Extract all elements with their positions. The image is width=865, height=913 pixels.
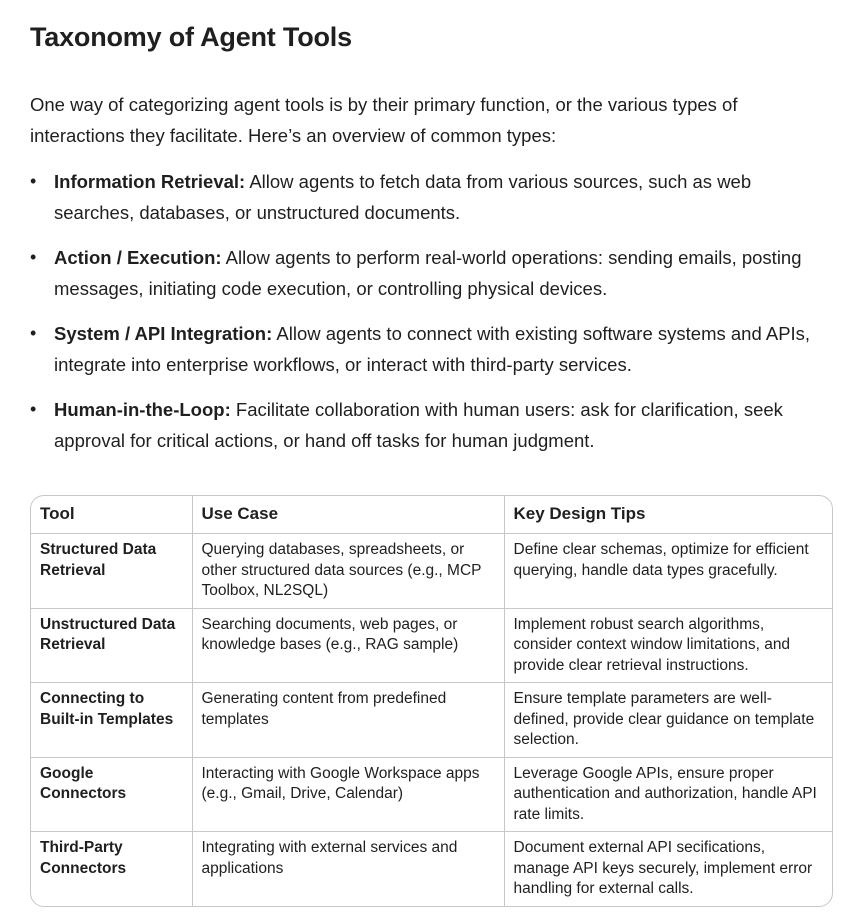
cell-tool: Google Connectors (31, 757, 192, 832)
bullet-icon: • (30, 399, 37, 419)
list-item (30, 318, 835, 380)
table-row (31, 534, 832, 609)
cell-tool: Unstructured Data Retrieval (31, 608, 192, 683)
cell-use-case: Interacting with Google Workspace apps (e.g., Gmail, Drive, Calendar) (192, 757, 504, 832)
list-item (30, 394, 835, 456)
header-use-case: Use Case (192, 496, 504, 534)
list-item-term: Human-in-the-Loop: (54, 399, 231, 420)
cell-tool: Connecting to Built-in Templates (31, 683, 192, 758)
cell-tool: Third-Party Connectors (31, 832, 192, 906)
cell-design-tips: Document external API secifications, manage API keys securely, implement error handling for external calls. (513, 839, 813, 898)
table-row (31, 608, 832, 683)
bullet-icon: • (30, 247, 37, 267)
cell-design-tips: Define clear schemas, optimize for efficient querying, handle data types gracefully. (504, 534, 832, 609)
list-item-term: System / API Integration: (54, 323, 273, 344)
list-item-text: Facilitate collaboration with human users: ask for clarification, seek approval for critical actions, or hand off tasks for human judgment. (54, 399, 783, 451)
intro-paragraph: One way of categorizing agent tools is by their primary function, or the various types of interactions they facilitate. Here’s an overview of common types: (30, 94, 738, 146)
list-item-text: Allow agents to connect with existing software systems and APIs, integrate into enterprise workflows, or interact with third-party services. (54, 323, 811, 375)
table-header-row (31, 496, 832, 534)
bullet-icon: • (30, 171, 37, 191)
cell-use-case: Querying databases, spreadsheets, or other structured data sources (e.g., MCP Toolbox, NL2SQL) (192, 534, 504, 609)
table-row (31, 832, 832, 906)
list-item-term: Information Retrieval: (54, 171, 246, 192)
list-item-text: Allow agents to fetch data from various sources, such as web searches, databases, or unstructured documents. (54, 171, 752, 223)
cell-tool: Structured Data Retrieval (31, 534, 192, 609)
cell-design-tips: Ensure template parameters are well-defined, provide clear guidance on template selection. (504, 683, 832, 758)
header-design-tips: Key Design Tips (504, 496, 832, 534)
bullet-icon: • (30, 323, 37, 343)
header-tool: Tool (31, 496, 192, 534)
list-item-text: Allow agents to perform real-world operations: sending emails, posting messages, initiating code execution, or controlling physical devices. (54, 247, 802, 299)
list-item (30, 242, 835, 304)
cell-use-case: Searching documents, web pages, or knowledge bases (e.g., RAG sample) (192, 608, 504, 683)
tool-types-list (30, 166, 835, 470)
cell-use-case: Generating content from predefined templates (192, 683, 504, 758)
list-item-term: Action / Execution: (54, 247, 222, 268)
page-title: Taxonomy of Agent Tools (30, 22, 352, 52)
tools-table (30, 495, 833, 907)
table-row (31, 757, 832, 832)
cell-design-tips: Implement robust search algorithms, consider context window limitations, and provide clear retrieval instructions. (504, 608, 832, 683)
cell-design-tips: Leverage Google APIs, ensure proper authentication and authorization, handle API rate limits. (504, 757, 832, 832)
list-item (30, 166, 835, 228)
cell-use-case: Integrating with external services and applications (192, 832, 504, 906)
table-row (31, 683, 832, 758)
